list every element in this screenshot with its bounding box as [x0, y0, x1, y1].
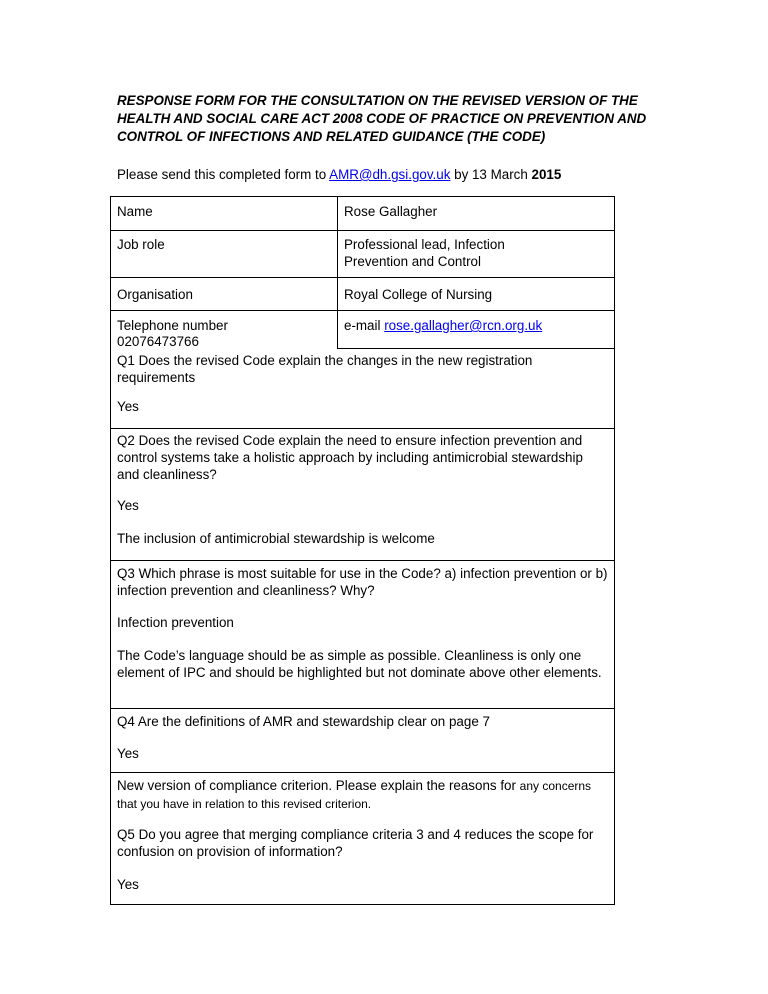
question-4: Q4 Are the definitions of AMR and stewardship clear on page 7 — [117, 714, 490, 729]
email-field — [344, 317, 542, 334]
answer-1: Yes — [117, 399, 139, 414]
job-role-label: Job role — [117, 237, 165, 252]
answer-4: Yes — [117, 746, 139, 761]
comment-3: The Code’s language should be as simple as possible. Cleanliness is only one element of IPC and should be highlighted but not dominate above other elements. — [117, 648, 602, 680]
telephone-label: Telephone number — [117, 318, 228, 333]
row-divider — [110, 560, 615, 561]
question-3: Q3 Which phrase is most suitable for use in the Code? a) infection prevention or b) infection prevention and cleanliness? Why? — [117, 566, 608, 598]
row-divider — [110, 277, 615, 278]
job-role-value: Professional lead, Infection Prevention and Control — [344, 237, 505, 269]
send-instruction — [117, 166, 677, 184]
column-divider — [337, 196, 338, 348]
row-divider — [110, 772, 615, 773]
organisation-value: Royal College of Nursing — [344, 287, 493, 302]
criterion-text-a: New version of compliance criterion. Please explain the reasons for — [117, 778, 520, 793]
comment-2: The inclusion of antimicrobial stewardship is welcome — [117, 531, 435, 546]
send-year: 2015 — [531, 167, 562, 182]
send-prefix: Please send this completed form to — [117, 167, 330, 182]
row-divider — [110, 428, 615, 429]
answer-5: Yes — [117, 877, 139, 892]
row-divider — [337, 348, 615, 349]
organisation-label: Organisation — [117, 287, 193, 302]
send-middle: by 13 March — [450, 167, 532, 182]
telephone-value: 02076473766 — [117, 334, 199, 349]
name-label: Name — [117, 204, 153, 219]
row-divider — [110, 708, 615, 709]
contact-email-link[interactable]: rose.gallagher@rcn.org.uk — [384, 318, 543, 333]
name-value: Rose Gallagher — [344, 204, 438, 219]
criterion-text-b: any concerns that you have in relation to this revised criterion. — [117, 779, 592, 811]
form-title: RESPONSE FORM FOR THE CONSULTATION ON THE REVISED VERSION OF THE HEALTH AND SOCIAL CARE ACT 2008 CODE OF PRACTICE ON PREVENTION AND CONTROL OF INFECTIONS AND RELATED GUIDANCE (THE CODE) — [117, 93, 647, 144]
criterion-instruction — [117, 777, 607, 813]
row-divider — [110, 230, 615, 231]
amr-email-link[interactable]: AMR@dh.gsi.gov.uk — [329, 167, 451, 182]
row-divider — [110, 310, 615, 311]
answer-2: Yes — [117, 498, 139, 513]
email-label: e-mail — [344, 318, 385, 333]
question-2: Q2 Does the revised Code explain the need to ensure infection prevention and control systems take a holistic approach by including antimicrobial stewardship and cleanliness? — [117, 433, 583, 482]
answer-3: Infection prevention — [117, 615, 234, 630]
question-5: Q5 Do you agree that merging compliance criteria 3 and 4 reduces the scope for confusion on provision of information? — [117, 827, 594, 859]
question-1: Q1 Does the revised Code explain the changes in the new registration requirements — [117, 353, 533, 385]
